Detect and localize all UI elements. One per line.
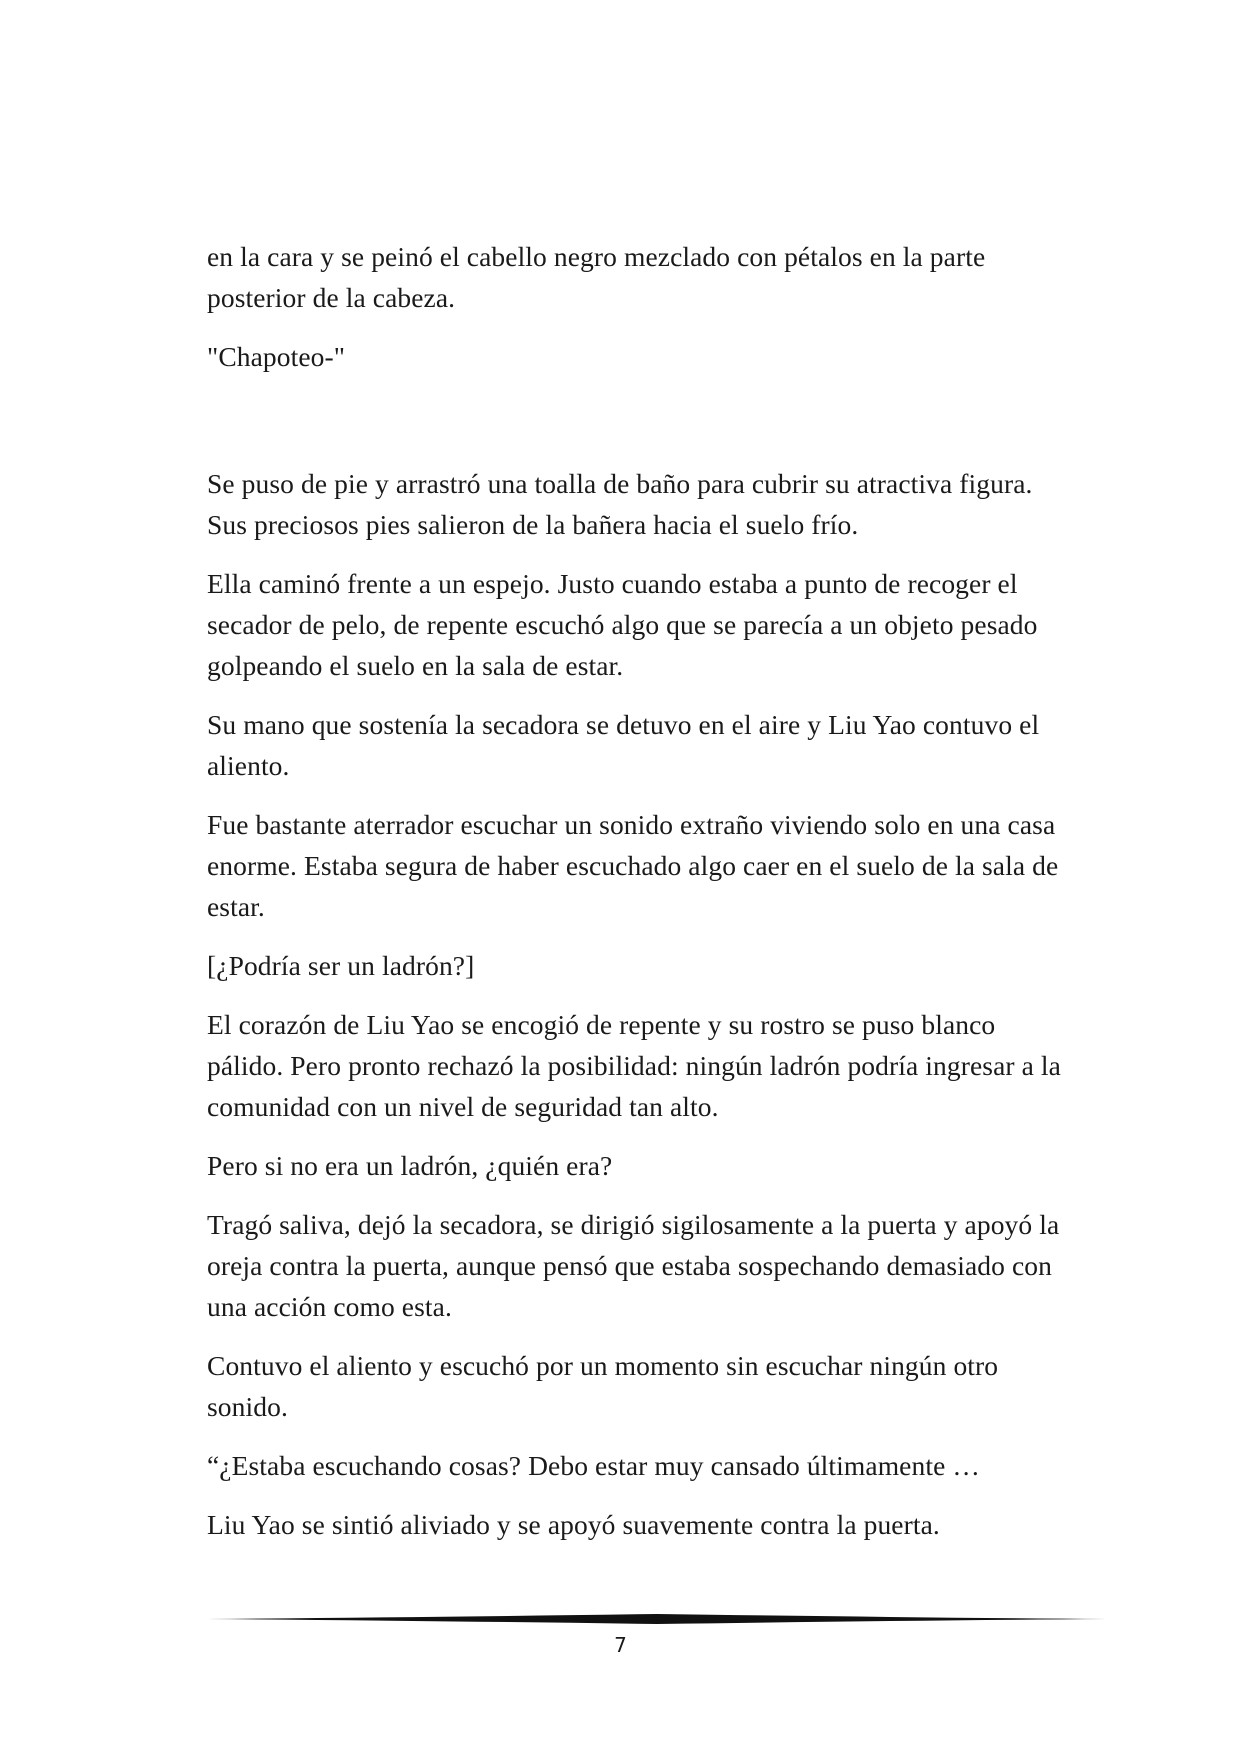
paragraph: Se puso de pie y arrastró una toalla de baño para cubrir su atractiva figura. Sus preciosos pies salieron de la bañera hacia el suelo frío. [207,468,1033,540]
paragraph: [¿Podría ser un ladrón?] [207,950,475,981]
paragraph: "Chapoteo-" [207,341,346,372]
page-number: 7 [614,1633,627,1657]
paragraph: Fue bastante aterrador escuchar un sonido extraño viviendo solo en una casa enorme. Estaba segura de haber escuchado algo caer en el suelo de la sala de estar. [207,809,1059,922]
paragraph: Liu Yao se sintió aliviado y se apoyó suavemente contra la puerta. [207,1509,940,1540]
paragraph: Pero si no era un ladrón, ¿quién era? [207,1150,613,1181]
body-text [207,236,1067,1563]
paragraph: Ella caminó frente a un espejo. Justo cuando estaba a punto de recoger el secador de pelo, de repente escuchó algo que se parecía a un objeto pesado golpeando el suelo en la sala de estar. [207,568,1038,681]
paragraph: Contuvo el aliento y escuchó por un momento sin escuchar ningún otro sonido. [207,1350,999,1422]
paragraph: El corazón de Liu Yao se encogió de repente y su rostro se puso blanco pálido. Pero pronto rechazó la posibilidad: ningún ladrón podría ingresar a la comunidad con un nivel de seguridad tan alto. [207,1009,1061,1122]
paragraph: Tragó saliva, dejó la secadora, se dirigió sigilosamente a la puerta y apoyó la oreja contra la puerta, aunque pensó que estaba sospechando demasiado con una acción como esta. [207,1209,1060,1322]
paragraph: en la cara y se peinó el cabello negro mezclado con pétalos en la parte posterior de la cabeza. [207,241,986,313]
paragraph: Su mano que sostenía la secadora se detuvo en el aire y Liu Yao contuvo el aliento. [207,709,1040,781]
paragraph: “¿Estaba escuchando cosas? Debo estar muy cansado últimamente … [207,1450,980,1481]
footer-divider [207,1612,1107,1626]
